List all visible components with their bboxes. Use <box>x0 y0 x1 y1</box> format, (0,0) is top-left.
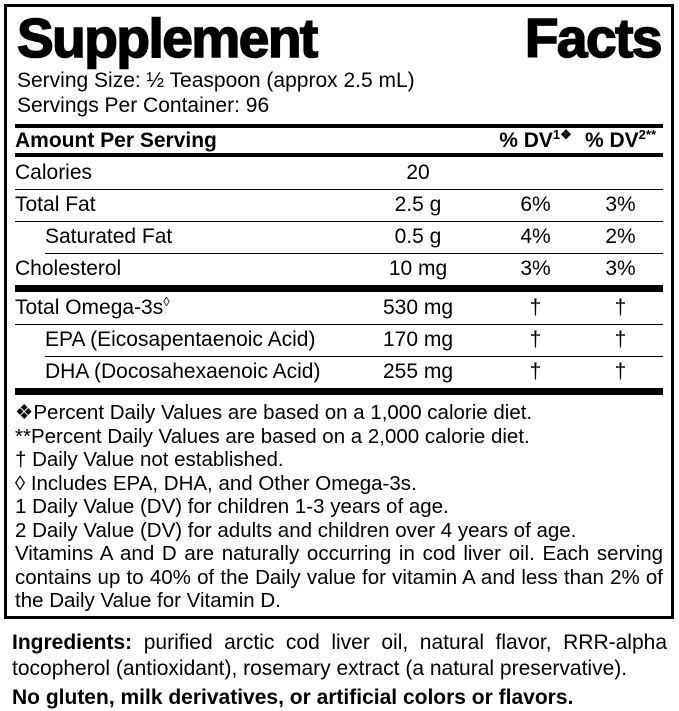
serving-size: Serving Size: ½ Teaspoon (approx 2.5 mL) <box>17 69 415 92</box>
nutrient-amount: 2.5 g <box>394 193 442 216</box>
column-header-dv1 <box>493 126 578 153</box>
nutrient-amount: 170 mg <box>382 328 454 351</box>
nutrient-dv1: † <box>529 328 542 351</box>
nutrient-dv2: † <box>614 360 627 383</box>
nutrient-name-superscript: ◊ <box>163 294 170 309</box>
nutrient-name: DHA (Docosahexaenoic Acid) <box>45 360 321 383</box>
ingredients-text: purified arctic cod liver oil, natural flavor, RRR-alpha tocopherol (antioxidant), rosemary extract (a natural preservative). <box>12 631 667 680</box>
table-row-calories <box>15 157 663 189</box>
dv2-superscript: 2** <box>638 126 657 142</box>
divider-thick-footnotes <box>15 388 663 395</box>
footnote-lozenge: ◊ Includes EPA, DHA, and Other Omega-3s. <box>15 471 417 495</box>
nutrient-dv1: 6% <box>520 193 551 216</box>
nutrient-dv2: † <box>614 296 627 319</box>
footnote-dv2000: **Percent Daily Values are based on a 2,000 calorie diet. <box>15 424 530 448</box>
nutrient-dv1: † <box>529 360 542 383</box>
nutrient-amount: 255 mg <box>382 360 454 383</box>
servings-per-container: Servings Per Container: 96 <box>17 94 270 117</box>
nutrient-name: Cholesterol <box>15 257 122 280</box>
nutrient-name <box>15 296 343 320</box>
footnote-vitamins: Vitamins A and D are naturally occurring in cod liver oil. Each serving contains up to 40% of the Daily value for vitamin A and less than 2% of the Daily Value for Vitamin D. <box>15 542 663 612</box>
nutrient-name-text: Total Omega-3s <box>15 296 164 319</box>
nutrient-dv1: † <box>529 296 542 319</box>
ingredients-paragraph <box>12 630 667 682</box>
panel-title <box>15 7 663 68</box>
table-row-dha <box>15 356 663 388</box>
footnotes-block <box>15 395 663 613</box>
ingredients-label: Ingredients: <box>12 631 133 654</box>
dv2-label: % DV <box>584 128 639 152</box>
footnote-adults: 2 Daily Value (DV) for adults and children over 4 years of age. <box>15 518 577 542</box>
table-header-row <box>15 128 663 157</box>
footnote-dv1000: ❖Percent Daily Values are based on a 1,000 calorie diet. <box>15 401 533 424</box>
nutrient-dv2: † <box>614 328 627 351</box>
footnote-dagger: † Daily Value not established. <box>15 448 284 471</box>
divider-thick-omega <box>15 285 663 292</box>
allergen-statement: No gluten, milk derivatives, or artificial colors or flavors. <box>12 686 574 709</box>
table-row-cholesterol <box>15 253 663 285</box>
nutrient-amount: 0.5 g <box>394 225 442 248</box>
dv1-superscript: 1❖ <box>552 126 572 142</box>
table-row-epa <box>15 324 663 356</box>
column-header-dv2 <box>578 126 663 153</box>
column-header-amount-per-serving: Amount Per Serving <box>15 128 217 152</box>
dv1-label: % DV <box>499 128 553 152</box>
footnote-children: 1 Daily Value (DV) for children 1-3 years of age. <box>15 495 449 518</box>
nutrient-name: Calories <box>15 161 93 184</box>
panel-title-word-1: Supplement <box>17 7 317 69</box>
nutrient-name: Saturated Fat <box>45 225 173 248</box>
table-row-total-omega3s <box>15 292 663 324</box>
nutrient-name: Total Fat <box>15 193 96 216</box>
panel-title-word-2: Facts <box>524 7 661 69</box>
nutrient-amount: 10 mg <box>388 257 448 280</box>
table-row-saturated-fat <box>15 221 663 253</box>
nutrient-dv2: 3% <box>605 193 636 216</box>
nutrient-dv1: 3% <box>520 257 551 280</box>
serving-info <box>15 68 663 124</box>
nutrient-dv1: 4% <box>520 225 551 248</box>
supplement-facts-panel <box>4 4 674 619</box>
nutrient-name: EPA (Eicosapentaenoic Acid) <box>45 328 316 351</box>
nutrient-dv2: 3% <box>605 257 636 280</box>
nutrient-amount: 530 mg <box>382 296 454 319</box>
nutrient-amount: 20 <box>406 161 430 184</box>
nutrient-dv2: 2% <box>605 225 636 248</box>
table-row-total-fat <box>15 189 663 221</box>
